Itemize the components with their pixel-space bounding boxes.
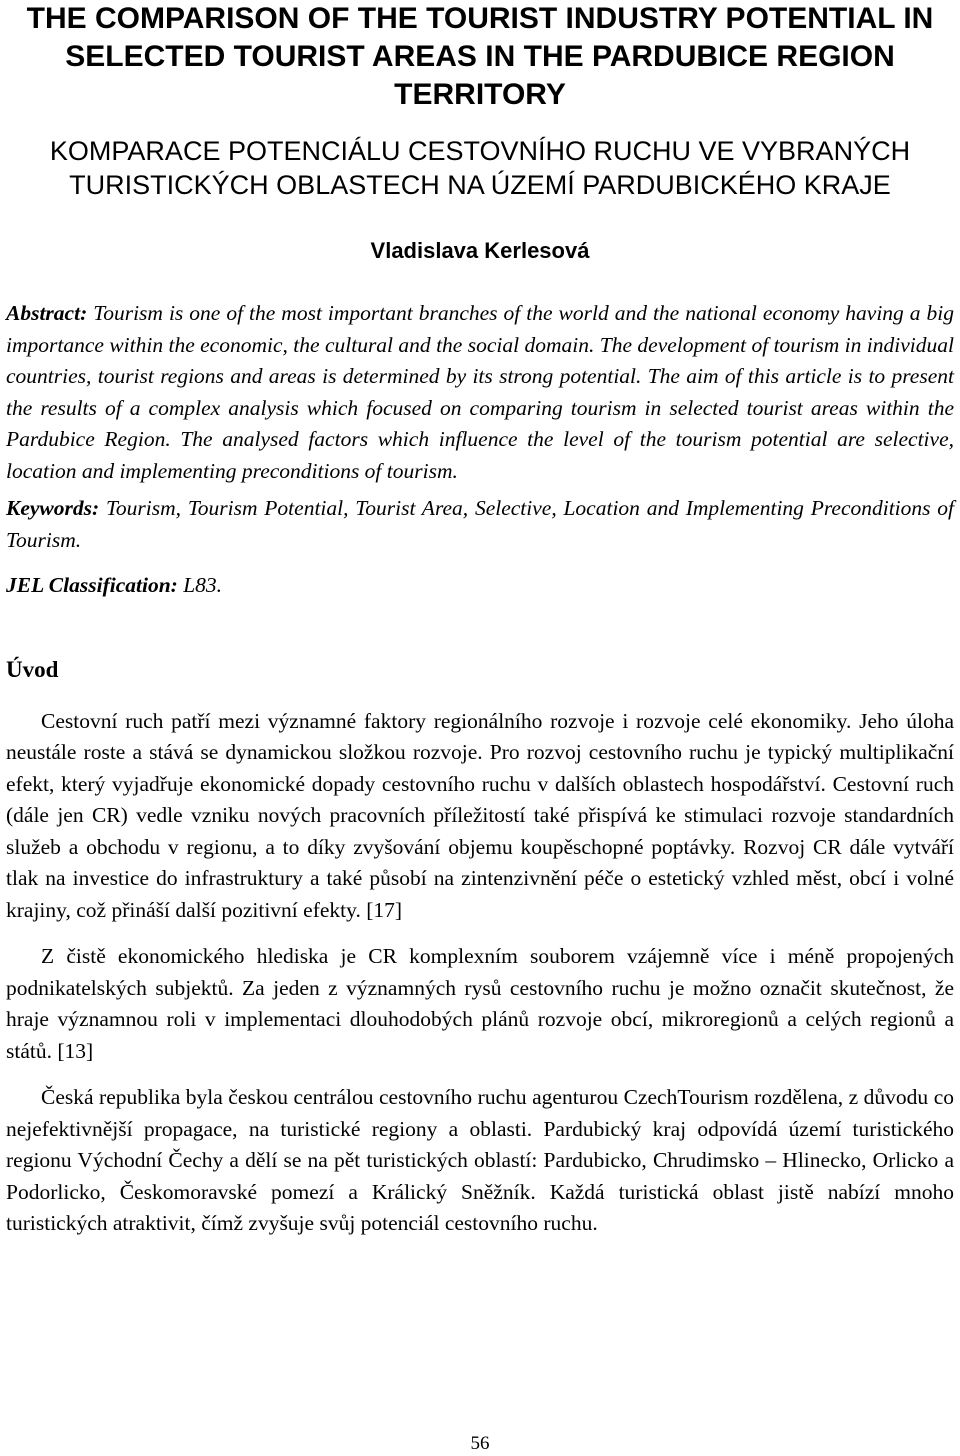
keywords [6,493,954,556]
abstract-text: Tourism is one of the most important branches of the world and the national economy having a big importance within the economic, the cultural and the social domain. The development of tourism in individual countries, tourist regions and areas is determined by its strong potential. The aim of this article is to present the results of a complex analysis which focused on comparing tourism in selected tourist areas within the Pardubice Region. The analysed factors which influence the level of the tourism potential are selective, location and implementing preconditions of tourism. [6,301,955,483]
page-number: 56 [470,1433,490,1454]
abstract-label: Abstract: [6,301,88,325]
paper-page [6,0,954,1240]
title-czech: KOMPARACE POTENCIÁLU CESTOVNÍHO RUCHU VE VYBRANÝCH TURISTICKÝCH OBLASTECH NA ÚZEMÍ PARDUBICKÉHO KRAJE [49,136,911,200]
jel-classification [6,570,954,602]
keywords-text: Tourism, Tourism Potential, Tourist Area, Selective, Location and Implementing Preconditions of Tourism. [6,496,955,552]
keywords-label: Keywords: [6,496,100,520]
body-paragraph: Cestovní ruch patří mezi významné faktory regionálního rozvoje i rozvoje celé ekonomiky. Jeho úloha neustále roste a stává se dynamickou složkou rozvoje. Pro rozvoj cestovního ruchu je typický multiplikační efekt, který vyjadřuje ekonomické dopady cestovního ruchu v dalších oblastech hospodářství. Cestovní ruch (dále jen CR) vedle vzniku nových pracovních příležitostí také přispívá ke stimulaci rozvoje standardních služeb a obchodu v regionu, a to díky zvyšování objemu koupěschopné poptávky. Rozvoj CR dále vytváří tlak na investice do infrastruktury a také působí na zintenzivnění péče o estetický vzhled měst, obcí i volné krajiny, což přináší další pozitivní efekty. [17] [6,708,954,922]
jel-text: L83. [183,573,223,597]
body-paragraph: Z čistě ekonomického hlediska je CR komplexním souborem vzájemně více i méně propojených podnikatelských subjektů. Za jeden z významných rysů cestovního ruchu je možno označit skutečnost, že hraje významnou roli v implementaci dlouhodobých plánů rozvoje obcí, mikroregionů a celých regionů a států. [13] [6,944,954,1063]
jel-label: JEL Classification: [6,573,178,597]
abstract [6,298,954,487]
body-paragraph: Česká republika byla českou centrálou cestovního ruchu agenturou CzechTourism rozdělena, z důvodu co nejefektivnější propagace, na turistické regiony a oblasti. Pardubický kraj odpovídá území turistického regionu Východní Čechy a dělí se na pět turistických oblastí: Pardubicko, Chrudimsko – Hlinecko, Orlicko a Podorlicko, Českomoravské pomezí a Králický Sněžník. Každá turistická oblast jistě nabízí mnoho turistických atraktivit, čímž zvyšuje svůj potenciál cestovního ruchu. [6,1085,954,1235]
section-heading-uvod: Úvod [6,656,59,682]
title-english: THE COMPARISON OF THE TOURIST INDUSTRY POTENTIAL IN SELECTED TOURIST AREAS IN THE PARDUBICE REGION TERRITORY [26,2,934,111]
author-name: Vladislava Kerlesová [370,238,590,263]
